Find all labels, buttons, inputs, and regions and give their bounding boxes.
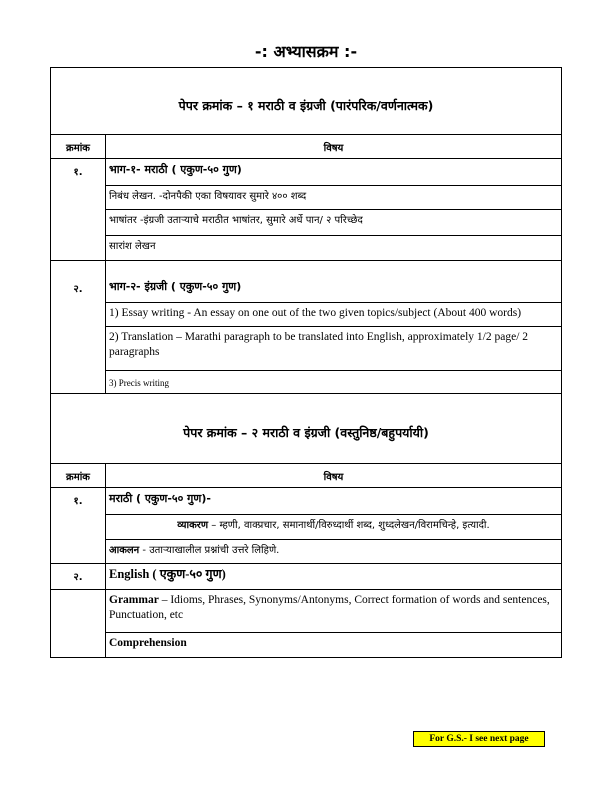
row-heading: भाग-१- मराठी ( एकुण-५० गुण) [109, 163, 242, 176]
paper-2-title: पेपर क्रमांक – २ मराठी व इंग्रजी (वस्तुनिष्ठ/बहुपर्यायी) [51, 393, 561, 463]
row-number: २. [51, 261, 106, 393]
header-no: क्रमांक [51, 464, 106, 487]
item-text: – Idioms, Phrases, Synonyms/Antonyms, Correct formation of words and sentences, Punctuation, etc [109, 594, 550, 621]
row-number: १. [51, 488, 106, 563]
table-row [51, 260, 561, 393]
row-item [106, 539, 561, 564]
header-subject: विषय [323, 472, 344, 483]
syllabus-table [50, 67, 562, 658]
row-item: 1) Essay writing - An essay on one out of the two given topics/subject (About 400 words) [106, 302, 561, 326]
paper-1-title: पेपर क्रमांक – १ मराठी व इंग्रजी (पारंपरिक/वर्णनात्मक) [178, 97, 434, 113]
item-label: Grammar [109, 594, 159, 606]
row-item [106, 632, 561, 658]
table-row [51, 158, 561, 260]
table-row [51, 589, 561, 657]
row-number: १. [51, 159, 106, 260]
item-text: – म्हणी, वाक्प्रचार, समानार्थी/विरुध्दार्थी शब्द, शुध्दलेखन/विरामचिन्हे, इत्यादी. [208, 520, 490, 531]
row-item [106, 514, 561, 539]
row-item: सारांश लेखन [106, 235, 561, 261]
item-label: Comprehension [109, 637, 187, 649]
item-label: आकलन [109, 545, 140, 556]
item-label: व्याकरण [177, 520, 209, 531]
table-header-row [51, 134, 561, 158]
row-item: 3) Precis writing [106, 370, 561, 394]
table-row [51, 563, 561, 589]
row-item: भाषांतर -इंग्रजी उताऱ्याचे मराठीत भाषांतर, सुमारे अर्धे पान/ २ परिच्छेद [106, 209, 561, 235]
row-number-empty [51, 590, 106, 657]
page-title: -: अभ्यासक्रम :- [254, 42, 358, 61]
row-heading: English ( एकुण-५० गुण) [109, 567, 226, 581]
row-item: निबंध लेखन. -दोनपैकी एका विषयावर सुमारे ४०० शब्द [106, 185, 561, 209]
header-no: क्रमांक [51, 135, 106, 158]
row-heading: मराठी ( एकुण-५० गुण)- [109, 492, 211, 505]
row-item [106, 590, 561, 632]
row-heading: भाग-२- इंग्रजी ( एकुण-५० गुण) [109, 280, 242, 293]
table-row [51, 487, 561, 563]
table-header-row [51, 463, 561, 487]
header-subject: विषय [323, 143, 344, 154]
row-item: 2) Translation – Marathi paragraph to be translated into English, approximately 1/2 page/ 2 paragraphs [106, 326, 561, 370]
item-text: - उताऱ्याखालील प्रश्नांची उत्तरे लिहिणे. [139, 545, 280, 556]
next-page-notice: For G.S.- I see next page [413, 731, 545, 747]
row-number: २. [51, 564, 106, 589]
